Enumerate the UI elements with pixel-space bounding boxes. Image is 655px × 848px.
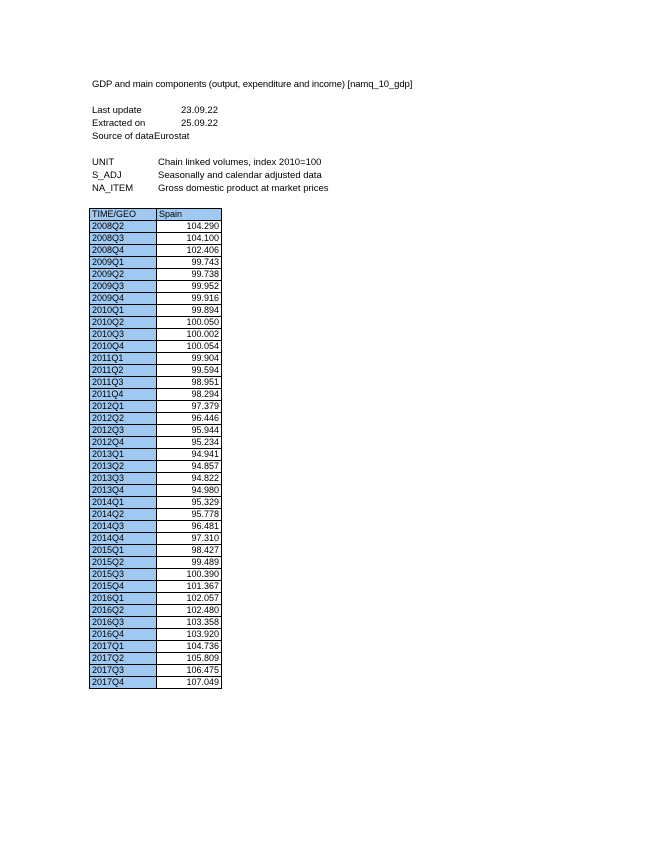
spain-value-cell: 95.234 (157, 437, 222, 449)
period-cell: 2011Q3 (90, 377, 157, 389)
spain-value-cell: 99.489 (157, 557, 222, 569)
spain-value-cell: 103.358 (157, 617, 222, 629)
table-row (90, 521, 222, 533)
spain-value-cell: 94.822 (157, 473, 222, 485)
extracted-value: 25.09.22 (181, 118, 218, 129)
naitem-value: Gross domestic product at market prices (158, 183, 329, 194)
table-row (90, 533, 222, 545)
spain-value-cell: 97.310 (157, 533, 222, 545)
spain-value-cell: 99.952 (157, 281, 222, 293)
period-cell: 2008Q2 (90, 221, 157, 233)
table-row (90, 245, 222, 257)
table-row (90, 665, 222, 677)
period-cell: 2015Q3 (90, 569, 157, 581)
period-cell: 2008Q3 (90, 233, 157, 245)
unit-row (92, 157, 322, 168)
period-cell: 2012Q3 (90, 425, 157, 437)
table-row (90, 389, 222, 401)
period-cell: 2016Q2 (90, 605, 157, 617)
spain-value-cell: 106.475 (157, 665, 222, 677)
table-row (90, 353, 222, 365)
period-cell: 2013Q4 (90, 485, 157, 497)
table-row (90, 461, 222, 473)
sadj-value: Seasonally and calendar adjusted data (158, 170, 322, 181)
period-cell: 2010Q3 (90, 329, 157, 341)
table-row (90, 329, 222, 341)
table-row (90, 677, 222, 689)
spain-value-cell: 99.904 (157, 353, 222, 365)
spain-value-cell: 95.329 (157, 497, 222, 509)
period-cell: 2012Q2 (90, 413, 157, 425)
last-update-label: Last update (92, 105, 142, 116)
table-row (90, 449, 222, 461)
period-cell: 2011Q4 (90, 389, 157, 401)
table-row (90, 653, 222, 665)
table-row (90, 485, 222, 497)
spain-value-cell: 98.427 (157, 545, 222, 557)
period-cell: 2010Q1 (90, 305, 157, 317)
spain-header: Spain (157, 209, 222, 221)
spain-value-cell: 99.916 (157, 293, 222, 305)
period-cell: 2015Q4 (90, 581, 157, 593)
source-row (92, 131, 190, 142)
table-row (90, 401, 222, 413)
period-cell: 2013Q3 (90, 473, 157, 485)
extracted-row (92, 118, 218, 129)
period-cell: 2011Q2 (90, 365, 157, 377)
table-row (90, 605, 222, 617)
spain-value-cell: 102.406 (157, 245, 222, 257)
period-cell: 2012Q1 (90, 401, 157, 413)
period-cell: 2008Q4 (90, 245, 157, 257)
spain-value-cell: 101.367 (157, 581, 222, 593)
period-cell: 2015Q1 (90, 545, 157, 557)
table-row (90, 413, 222, 425)
spain-value-cell: 102.480 (157, 605, 222, 617)
table-header-row (90, 209, 222, 221)
spain-value-cell: 99.894 (157, 305, 222, 317)
table-row (90, 365, 222, 377)
spain-value-cell: 99.594 (157, 365, 222, 377)
period-cell: 2010Q2 (90, 317, 157, 329)
table-row (90, 617, 222, 629)
period-cell: 2017Q3 (90, 665, 157, 677)
period-cell: 2014Q1 (90, 497, 157, 509)
table-row (90, 437, 222, 449)
period-cell: 2016Q4 (90, 629, 157, 641)
page-title: GDP and main components (output, expenditure and income) [namq_10_gdp] (92, 79, 413, 90)
last-update-row (92, 105, 218, 116)
spain-value-cell: 98.294 (157, 389, 222, 401)
gdp-data-table (89, 208, 222, 689)
unit-label: UNIT (92, 157, 115, 168)
spain-value-cell: 100.050 (157, 317, 222, 329)
spain-value-cell: 103.920 (157, 629, 222, 641)
table-row (90, 569, 222, 581)
period-cell: 2014Q4 (90, 533, 157, 545)
naitem-row (92, 183, 329, 194)
period-cell: 2010Q4 (90, 341, 157, 353)
spain-value-cell: 99.738 (157, 269, 222, 281)
table-row (90, 545, 222, 557)
spain-value-cell: 94.857 (157, 461, 222, 473)
source-label: Source of data (92, 131, 154, 142)
table-row (90, 233, 222, 245)
period-cell: 2017Q1 (90, 641, 157, 653)
table-row (90, 425, 222, 437)
period-cell: 2013Q1 (90, 449, 157, 461)
table-row (90, 473, 222, 485)
table-row (90, 581, 222, 593)
period-cell: 2009Q1 (90, 257, 157, 269)
spain-value-cell: 98.951 (157, 377, 222, 389)
table-row (90, 341, 222, 353)
spain-value-cell: 100.002 (157, 329, 222, 341)
period-cell: 2009Q3 (90, 281, 157, 293)
table-row (90, 257, 222, 269)
spain-value-cell: 100.390 (157, 569, 222, 581)
spain-value-cell: 102.057 (157, 593, 222, 605)
period-cell: 2015Q2 (90, 557, 157, 569)
sadj-label: S_ADJ (92, 170, 122, 181)
period-cell: 2009Q4 (90, 293, 157, 305)
spain-value-cell: 94.980 (157, 485, 222, 497)
table-row (90, 305, 222, 317)
table-row (90, 221, 222, 233)
period-cell: 2011Q1 (90, 353, 157, 365)
spain-value-cell: 104.100 (157, 233, 222, 245)
sadj-row (92, 170, 322, 181)
spain-value-cell: 105.809 (157, 653, 222, 665)
period-cell: 2014Q2 (90, 509, 157, 521)
spain-value-cell: 104.736 (157, 641, 222, 653)
spain-value-cell: 97.379 (157, 401, 222, 413)
period-cell: 2017Q4 (90, 677, 157, 689)
table-row (90, 377, 222, 389)
period-cell: 2009Q2 (90, 269, 157, 281)
spain-value-cell: 107.049 (157, 677, 222, 689)
table-row (90, 641, 222, 653)
period-cell: 2014Q3 (90, 521, 157, 533)
table-row (90, 269, 222, 281)
table-row (90, 293, 222, 305)
period-cell: 2017Q2 (90, 653, 157, 665)
unit-value: Chain linked volumes, index 2010=100 (158, 157, 322, 168)
spain-value-cell: 96.446 (157, 413, 222, 425)
spain-value-cell: 94.941 (157, 449, 222, 461)
period-cell: 2016Q3 (90, 617, 157, 629)
table-row (90, 317, 222, 329)
spain-value-cell: 104.290 (157, 221, 222, 233)
period-cell: 2013Q2 (90, 461, 157, 473)
period-cell: 2016Q1 (90, 593, 157, 605)
naitem-label: NA_ITEM (92, 183, 134, 194)
table-row (90, 509, 222, 521)
table-row (90, 281, 222, 293)
table-row (90, 497, 222, 509)
extracted-label: Extracted on (92, 118, 146, 129)
spain-value-cell: 95.944 (157, 425, 222, 437)
spain-value-cell: 99.743 (157, 257, 222, 269)
table-row (90, 557, 222, 569)
table-row (90, 629, 222, 641)
table-row (90, 593, 222, 605)
spain-value-cell: 96.481 (157, 521, 222, 533)
source-value: Eurostat (154, 131, 190, 142)
spain-value-cell: 95.778 (157, 509, 222, 521)
time-geo-header: TIME/GEO (90, 209, 157, 221)
last-update-value: 23.09.22 (181, 105, 218, 116)
spain-value-cell: 100.054 (157, 341, 222, 353)
period-cell: 2012Q4 (90, 437, 157, 449)
